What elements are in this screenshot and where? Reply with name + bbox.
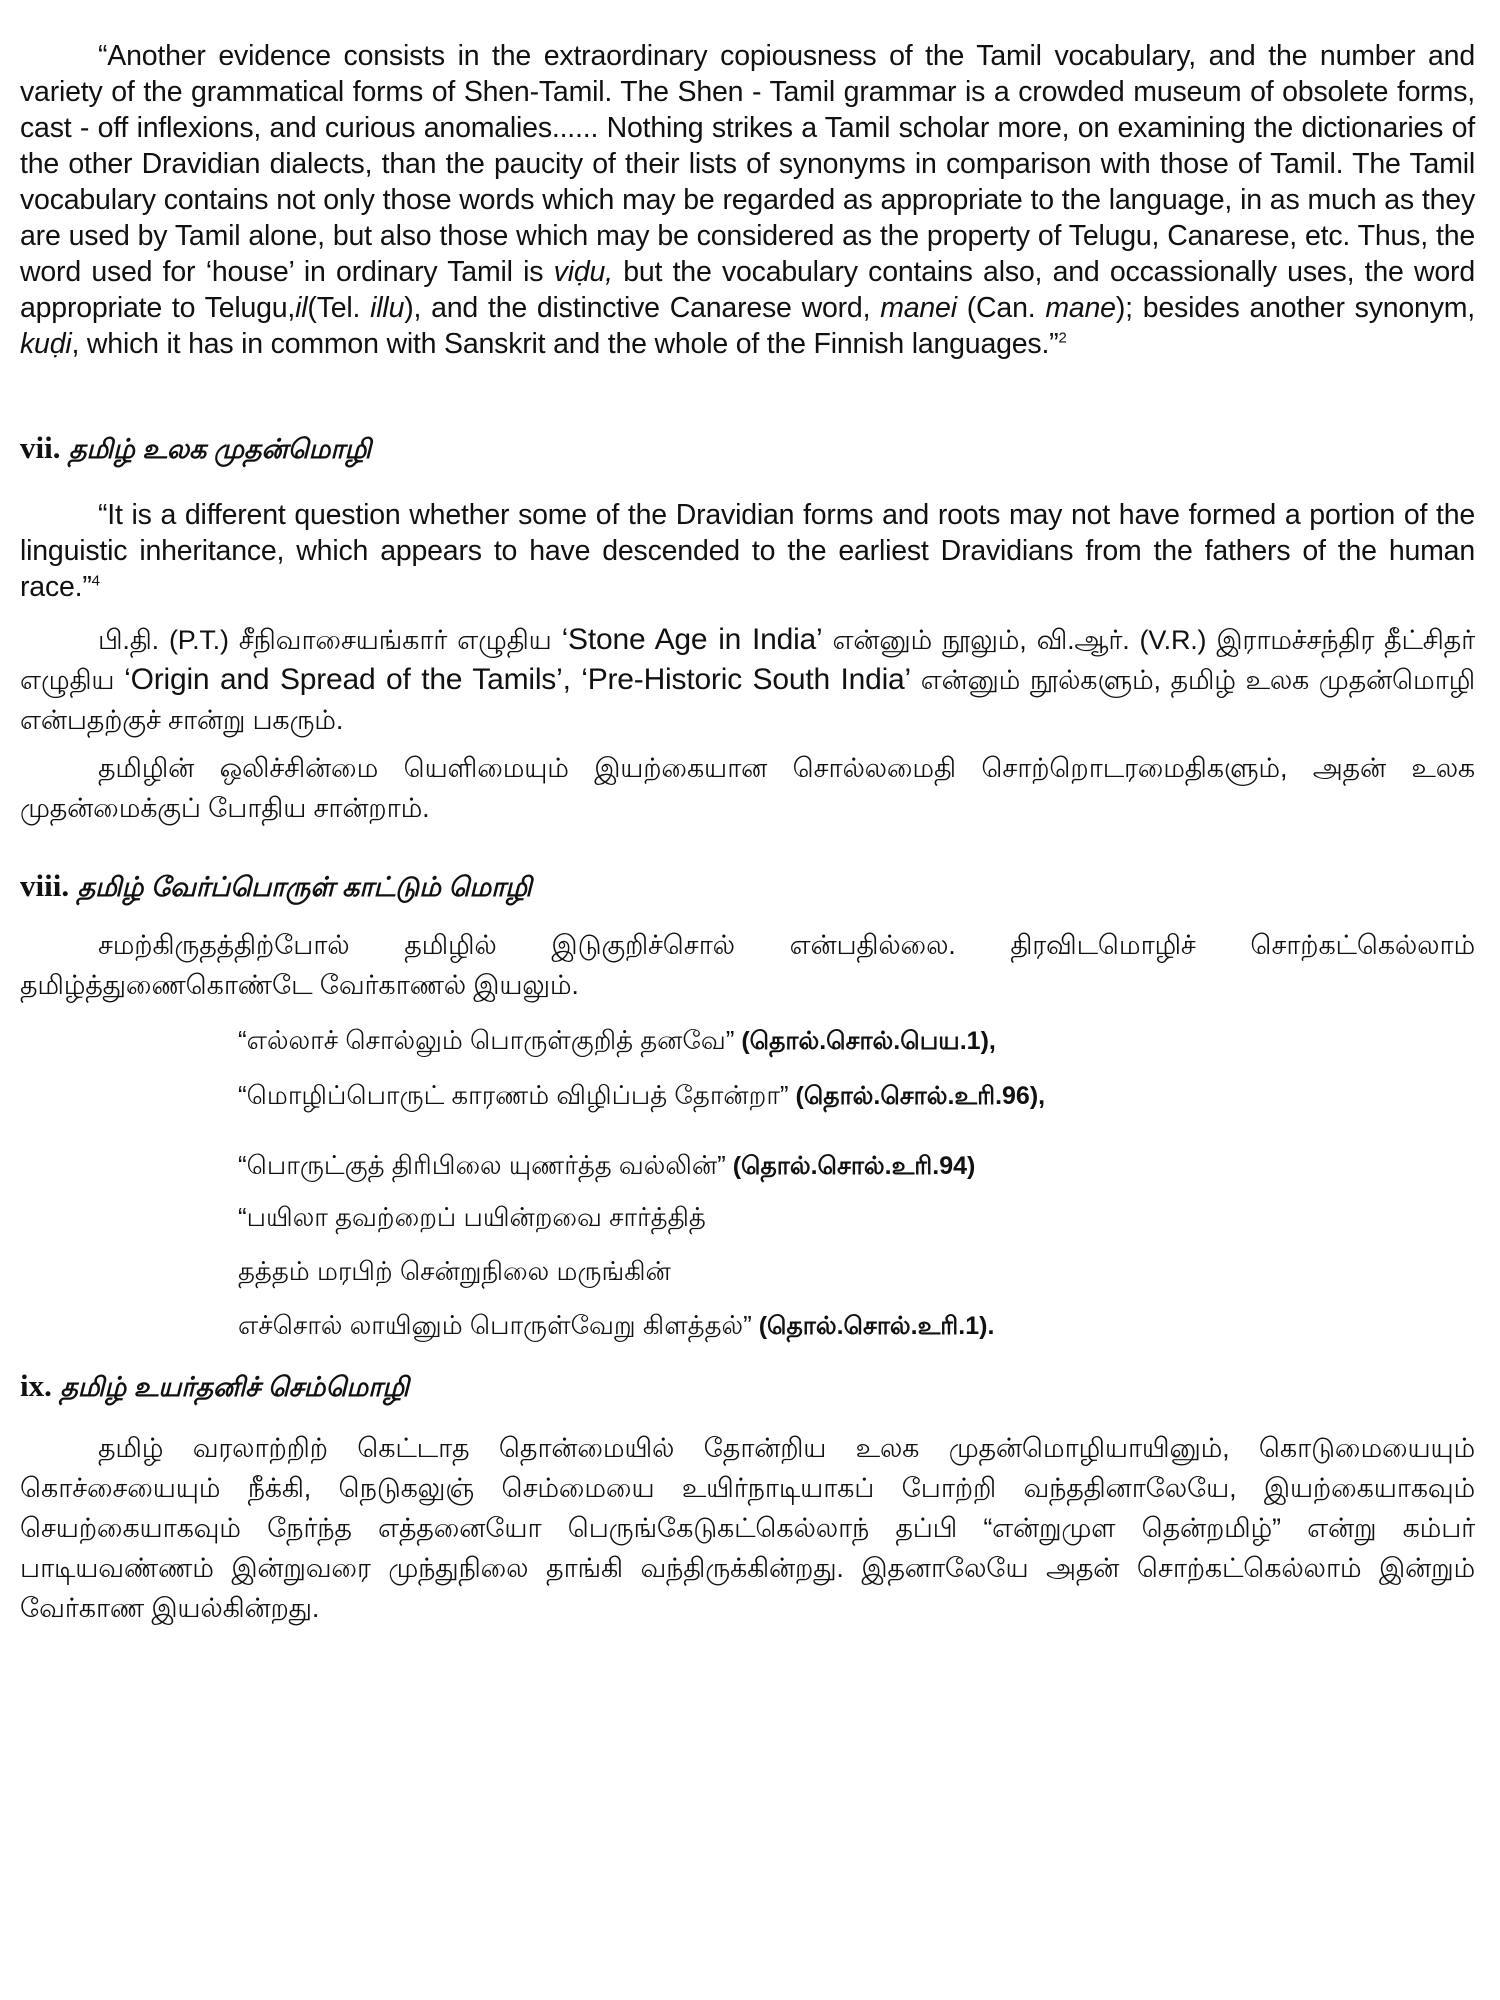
paragraph-root-meaning: சமற்கிருதத்திற்போல் தமிழில் இடுகுறிச்சொல் என்பதில்லை. திரவிடமொழிச் சொற்கட்கெல்லாம் தமிழ்த்துணைகொண்டே வேர்காணல் இயலும். — [20, 930, 1475, 1000]
verse-line: “பொருட்குத் திரிபிலை யுணர்த்த வல்லின்” (தொல்.சொல்.உரி.94) — [238, 1150, 976, 1180]
verse-line: “மொழிப்பொருட் காரணம் விழிப்பத் தோன்றா” (தொல்.சொல்.உரி.96), — [238, 1080, 1046, 1110]
section-heading-ix: ix. தமிழ் உயர்தனிச் செம்மொழி — [20, 1368, 409, 1403]
verse-line: “பயிலா தவற்றைப் பயின்றவை சார்த்தித் — [238, 1202, 706, 1232]
verse-citation: (தொல்.சொல்.பெய.1), — [734, 1027, 996, 1055]
quote-paragraph-linguistic-inheritance: “It is a different question whether some of the Dravidian forms and roots may not have formed a portion of the linguistic inheritance, which appears to have descended to the earliest Dravidians from the fathers of the human race.”$^4$ — [20, 499, 1475, 603]
paragraph-phonetic-simplicity: தமிழின் ஒலிச்சின்மை யெளிமையும் இயற்கையான சொல்லமைதி சொற்றொடரமைதிகளும், அதன் உலக முதன்மைக்குப் போதிய சான்றாம். — [20, 753, 1475, 823]
paragraph-book-references: பி.தி. (P.T.) சீநிவாசையங்கார் எழுதிய ‘Stone Age in India’ என்னும் நூலும், வி.ஆர். (V.R.) இராமச்சந்திர தீட்சிதர் எழுதிய ‘Origin and Spread of the Tamils’, ‘Pre-Historic South India’ என்னும் நூல்களும், தமிழ் உலக முதன்மொழி என்பதற்குச் சான்று பகரும். — [20, 623, 1475, 735]
section-heading-viii: viii. தமிழ் வேர்ப்பொருள் காட்டும் மொழி — [20, 868, 532, 903]
footnote-marker: 4 — [91, 572, 100, 590]
verse-line: “எல்லாச் சொல்லும் பொருள்குறித் தனவே” (தொல்.சொல்.பெய.1), — [238, 1025, 996, 1055]
verse-citation: (தொல்.சொல்.உரி.1). — [751, 1312, 995, 1340]
footnote-marker: 2 — [1058, 329, 1067, 347]
verse-line: தத்தம் மரபிற் சென்றுநிலை மருங்கின் — [238, 1256, 671, 1286]
verse-citation: (தொல்.சொல்.உரி.96), — [788, 1082, 1046, 1110]
verse-citation: (தொல்.சொல்.உரி.94) — [725, 1152, 976, 1180]
verse-line: எச்சொல் லாயினும் பொருள்வேறு கிளத்தல்” (தொல்.சொல்.உரி.1). — [238, 1310, 995, 1340]
quote-paragraph-caldwell-vocabulary: “Another evidence consists in the extraordinary copiousness of the Tamil vocabulary, and the number and variety of the grammatical forms of Shen-Tamil. The Shen - Tamil grammar is a crowded museum of obsolete forms, cast - off inflexions, and curious anomalies...... Nothing strikes a Tamil scholar more, on examining the dictionaries of the other Dravidian dialects, than the paucity of their lists of synonyms in comparison with those of Tamil. The Tamil vocabulary contains not only those words which may be regarded as appropriate to the language, in as much as they are used by Tamil alone, but also those which may be considered as the property of Telugu, Canarese, etc. Thus, the word used for ‘house’ in ordinary Tamil is viḍu, but the vocabulary contains also, and occassionally uses, the word appropriate to Telugu,il(Tel. illu), and the distinctive Canarese word, manei (Can. mane); besides another synonym, kuḍi, which it has in common with Sanskrit and the whole of the Finnish languages.”$^2$ — [20, 40, 1476, 360]
section-heading-vii: vii. தமிழ் உலக முதன்மொழி — [20, 430, 372, 465]
paragraph-classical-language: தமிழ் வரலாற்றிற் கெட்டாத தொன்மையில் தோன்றிய உலக முதன்மொழியாயினும், கொடுமையையும் கொச்சையையும் நீக்கி, நெடுகலுஞ் செம்மையை உயிர்நாடியாகப் போற்றி வந்ததினாலேயே, இயற்கையாகவும் செயற்கையாகவும் நேர்ந்த எத்தனையோ பெருங்கேடுகட்கெல்லாந் தப்பி “என்றுமுள தென்றமிழ்” என்று கம்பர் பாடியவண்ணம் இன்றுவரை முந்துநிலை தாங்கி வந்திருக்கின்றது. இதனாலேயே அதன் சொற்கட்கெல்லாம் இன்றும் வேர்காண இயல்கின்றது. — [20, 1433, 1475, 1623]
